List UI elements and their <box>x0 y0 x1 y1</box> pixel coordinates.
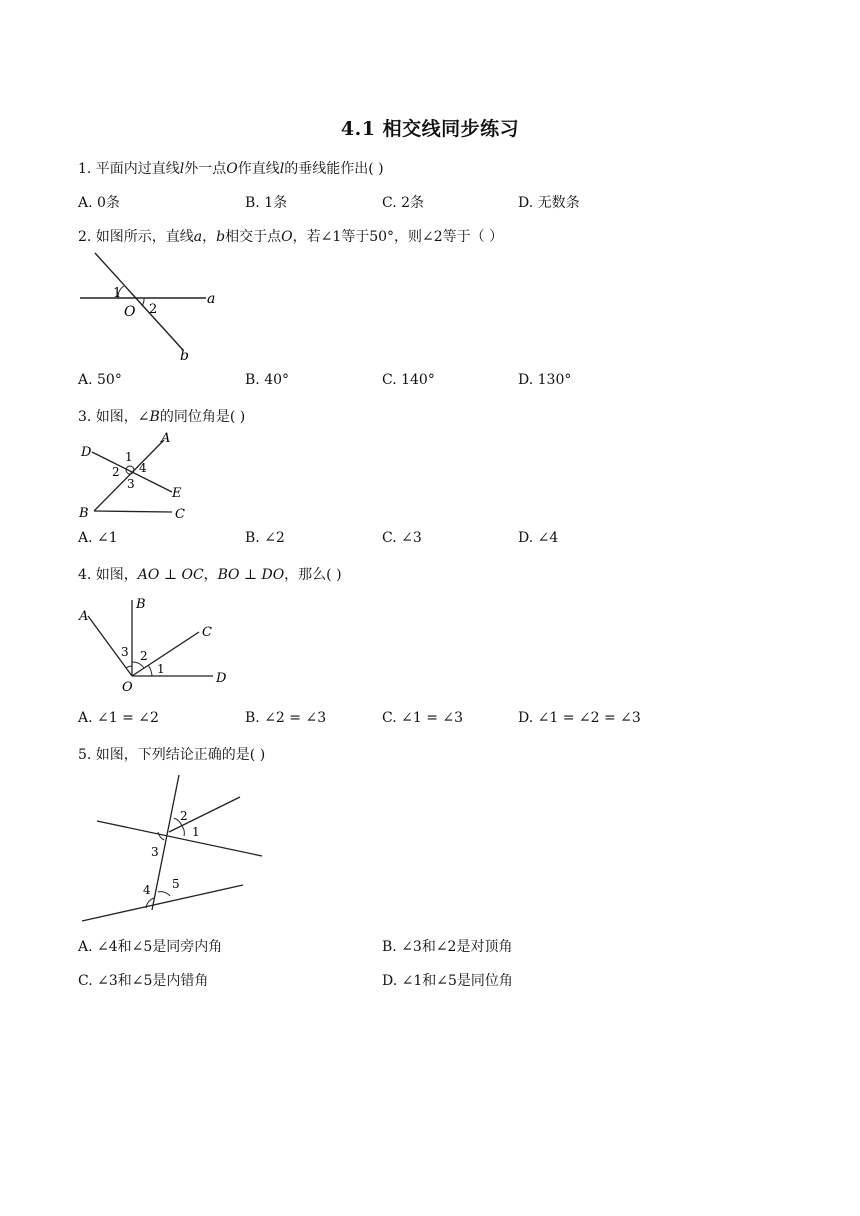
question-5-option-a: A. ∠4和∠5是同旁内角 <box>78 939 223 955</box>
question-2-option-a: A. 50° <box>78 372 122 388</box>
question-4-point-c-label: C <box>202 625 212 640</box>
question-4-option-b: B. ∠2 = ∠3 <box>245 710 327 726</box>
question-5-angle-3-label: 3 <box>151 845 159 859</box>
question-4-point-o-label: O <box>122 680 133 695</box>
question-3-option-b: B. ∠2 <box>245 530 285 546</box>
question-1-option-c: C. 2条 <box>382 195 425 211</box>
question-3-option-c: C. ∠3 <box>382 530 422 546</box>
question-5-stem: 5. 如图，下列结论正确的是( ) <box>78 747 266 763</box>
question-4-point-a-label: A <box>79 609 89 624</box>
question-2-figure <box>78 250 228 366</box>
question-4-stem: 4. 如图，𝐴𝑂 ⊥ 𝑂𝐶，𝐵𝑂 ⊥ 𝐷𝑂，那么( ) <box>78 567 342 583</box>
question-5-figure <box>78 770 268 926</box>
question-2-point-o-label: O <box>124 304 136 320</box>
question-1-option-b: B. 1条 <box>245 195 288 211</box>
question-5-angle-2-label: 2 <box>180 809 188 823</box>
question-4-figure <box>78 594 238 694</box>
question-3-point-d-label: D <box>81 445 92 460</box>
question-2-option-b: B. 40° <box>245 372 290 388</box>
question-2-line-b-label: b <box>180 348 189 364</box>
question-2-stem: 2. 如图所示，直线𝑎，𝑏相交于点𝑂，若∠1等于50°，则∠2等于（ ） <box>78 229 504 245</box>
question-3-point-e-label: E <box>172 486 182 501</box>
question-3-stem: 3. 如图，∠𝐵的同位角是( ) <box>78 409 246 425</box>
question-5-option-c: C. ∠3和∠5是内错角 <box>78 973 209 989</box>
page-title: 4.1 相交线同步练习 <box>340 118 520 140</box>
question-4-angle-1-label: 1 <box>157 662 165 676</box>
question-1-option-a: A. 0条 <box>78 195 120 211</box>
question-3-angle-2-label: 2 <box>112 465 120 479</box>
question-4-option-a: A. ∠1 = ∠2 <box>78 710 159 726</box>
question-4-point-b-label: B <box>136 597 146 612</box>
question-5-angle-5-label: 5 <box>172 877 180 891</box>
question-1-option-d: D. 无数条 <box>518 195 580 211</box>
question-4-point-d-label: D <box>216 671 227 686</box>
question-4-angle-2-label: 2 <box>140 649 148 663</box>
question-2-line-a-label: a <box>207 291 216 307</box>
question-4-angle-3-label: 3 <box>121 645 129 659</box>
question-3-angle-4-label: 4 <box>139 461 147 475</box>
question-3-point-c-label: C <box>175 507 185 522</box>
question-3-point-b-label: B <box>79 506 89 521</box>
question-3-figure <box>78 430 198 522</box>
question-5-angle-4-label: 4 <box>143 883 151 897</box>
question-5-angle-1-label: 1 <box>192 825 200 839</box>
question-3-option-d: D. ∠4 <box>518 530 559 546</box>
question-3-option-a: A. ∠1 <box>78 530 118 546</box>
question-1-stem: 1. 平面内过直线𝑙外一点𝑂作直线𝑙的垂线能作出( ) <box>78 161 384 177</box>
question-2-angle-1-label: 1 <box>113 286 122 301</box>
question-4-option-d: D. ∠1 = ∠2 = ∠3 <box>518 710 641 726</box>
question-2-option-d: D. 130° <box>518 372 572 388</box>
question-5-option-d: D. ∠1和∠5是同位角 <box>382 973 513 989</box>
question-3-angle-3-label: 3 <box>127 477 135 491</box>
question-4-option-c: C. ∠1 = ∠3 <box>382 710 464 726</box>
question-3-angle-1-label: 1 <box>125 450 133 464</box>
question-5-option-b: B. ∠3和∠2是对顶角 <box>382 939 513 955</box>
question-3-point-a-label: A <box>161 431 171 446</box>
question-2-option-c: C. 140° <box>382 372 435 388</box>
question-2-angle-2-label: 2 <box>149 302 158 317</box>
